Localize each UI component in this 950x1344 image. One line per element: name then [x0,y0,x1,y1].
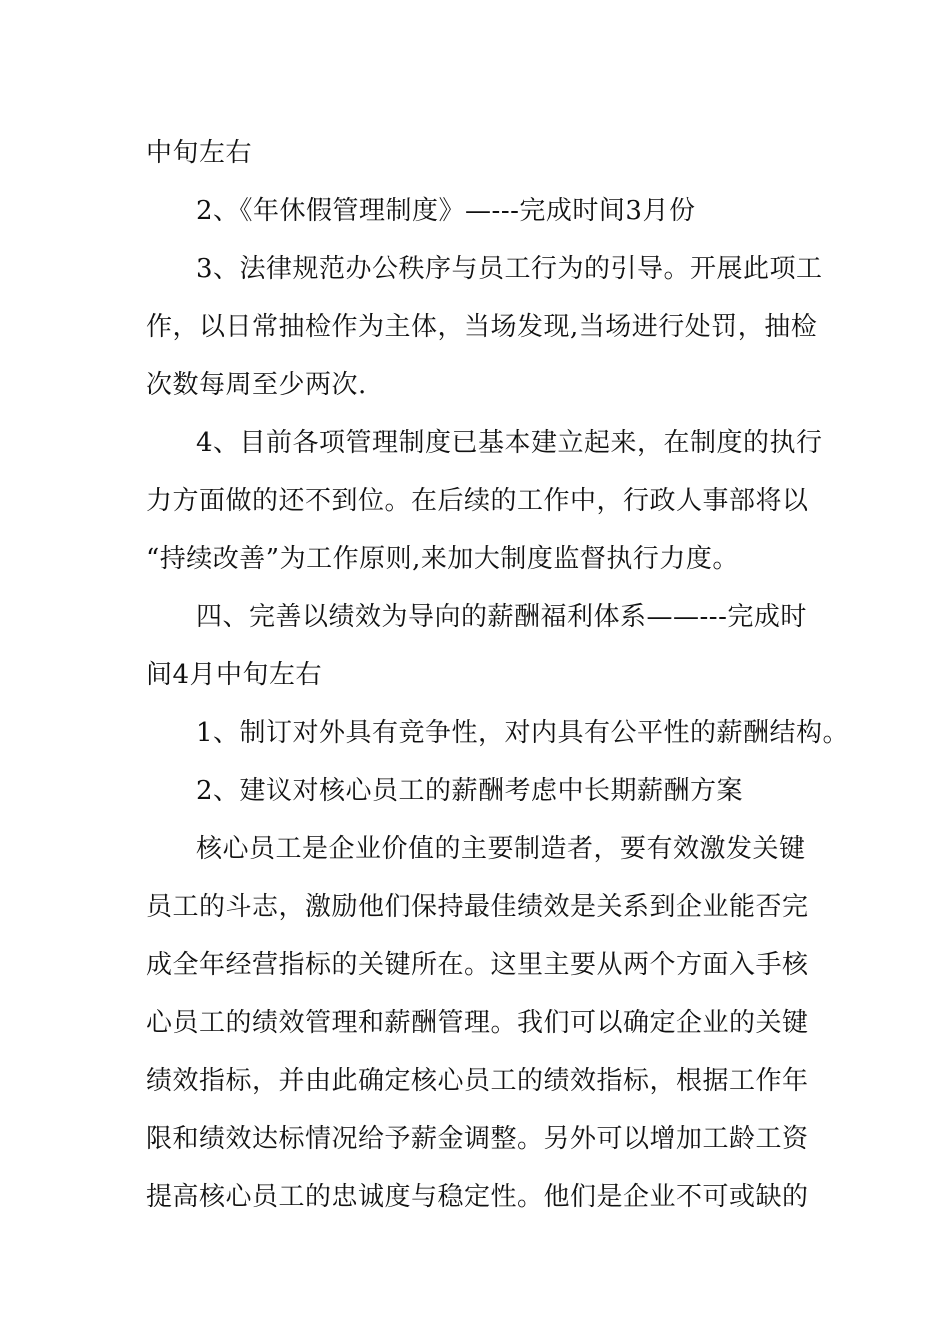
text-line-16: 心员工的绩效管理和薪酬管理。我们可以确定企业的关键 [146,1008,809,1038]
text-line-11: 1、制订对外具有竞争性，对内具有公平性的薪酬结构。 [196,718,850,748]
text-line-2: 2、《年休假管理制度》—---完成时间3月份 [196,196,696,226]
text-line-3: 3、法律规范办公秩序与员工行为的引导。开展此项工 [196,254,823,284]
text-line-9: 四、完善以绩效为导向的薪酬福利体系——---完成时 [196,602,807,632]
text-line-18: 限和绩效达标情况给予薪金调整。另外可以增加工龄工资 [146,1124,809,1154]
text-line-12: 2、建议对核心员工的薪酬考虑中长期薪酬方案 [196,776,744,806]
text-line-1: 中旬左右 [146,138,253,168]
text-line-15: 成全年经营指标的关键所在。这里主要从两个方面入手核 [146,950,809,980]
text-line-13: 核心员工是企业价值的主要制造者，要有效激发关键 [196,834,806,864]
text-line-14: 员工的斗志，激励他们保持最佳绩效是关系到企业能否完 [146,892,809,922]
text-line-19: 提高核心员工的忠诚度与稳定性。他们是企业不可或缺的 [146,1182,809,1212]
text-line-4: 作，以日常抽检作为主体，当场发现,当场进行处罚，抽检 [146,312,818,342]
text-line-5: 次数每周至少两次. [146,370,367,400]
text-line-8: “持续改善”为工作原则,来加大制度监督执行力度。 [146,544,739,574]
text-line-10: 间4月中旬左右 [146,660,323,690]
text-line-6: 4、目前各项管理制度已基本建立起来，在制度的执行 [196,428,823,458]
text-line-17: 绩效指标，并由此确定核心员工的绩效指标，根据工作年 [146,1066,809,1096]
text-line-7: 力方面做的还不到位。在后续的工作中，行政人事部将以 [146,486,809,516]
